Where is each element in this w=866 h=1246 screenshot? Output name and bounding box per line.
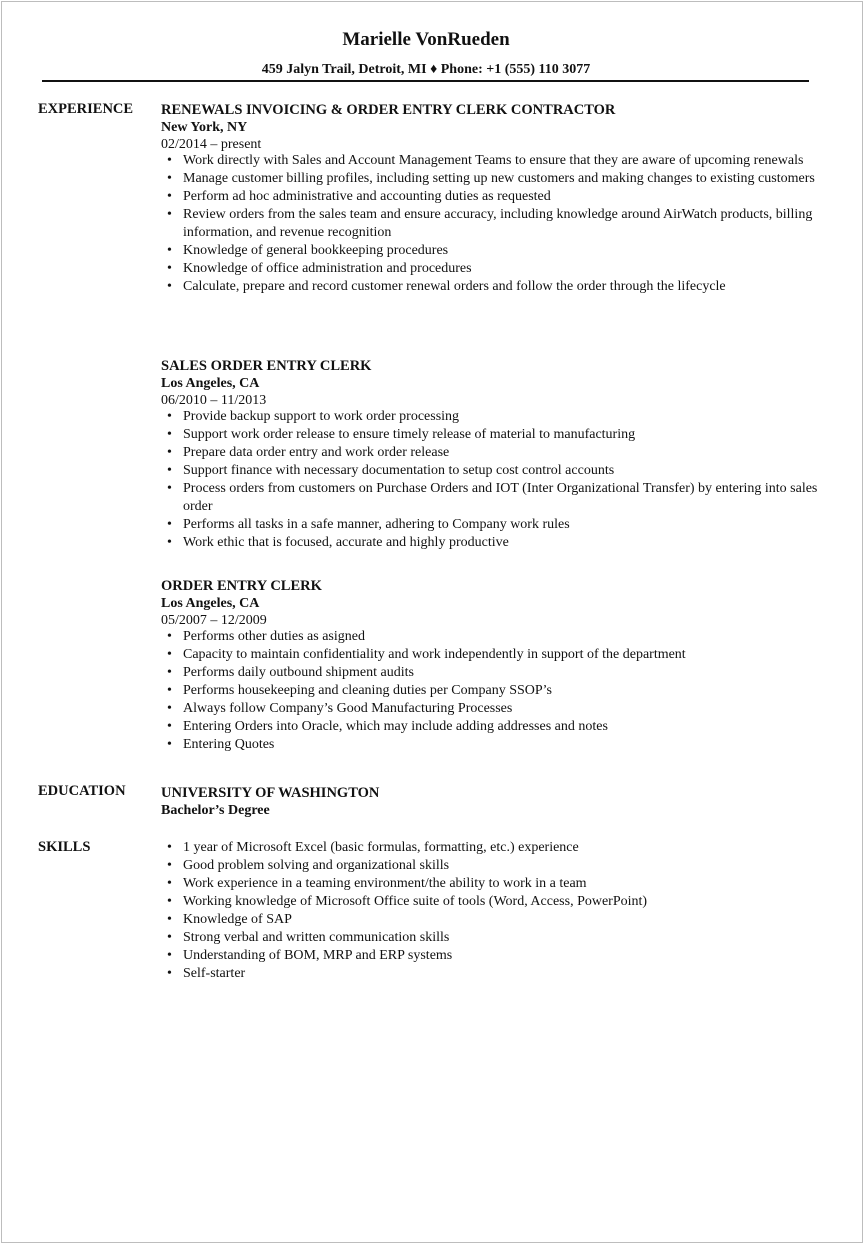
- list-item: • Prepare data order entry and work order release: [161, 444, 821, 462]
- header-divider: [42, 80, 809, 82]
- job-entry-2: [161, 357, 821, 552]
- job-title: SALES ORDER ENTRY CLERK: [161, 358, 372, 374]
- list-item: • Performs housekeeping and cleaning duties per Company SSOP’s: [161, 682, 821, 700]
- contact-line: 459 Jalyn Trail, Detroit, MI ♦ Phone: +1 (555) 110 3077: [261, 62, 591, 77]
- skills-list: [161, 839, 821, 983]
- job-duties-list: [161, 152, 821, 296]
- job-entry-3: [161, 577, 821, 754]
- education-heading: EDUCATION: [38, 783, 126, 799]
- school-name: UNIVERSITY OF WASHINGTON: [161, 785, 380, 801]
- list-item: • Work directly with Sales and Account Management Teams to ensure that they are aware of upcoming renewals: [161, 152, 821, 170]
- list-item: • Understanding of BOM, MRP and ERP systems: [161, 947, 821, 965]
- list-item: • Performs all tasks in a safe manner, adhering to Company work rules: [161, 516, 821, 534]
- job-dates: 05/2007 – 12/2009: [161, 613, 267, 628]
- job-entry-1: [161, 101, 821, 296]
- job-duties-list: [161, 628, 821, 754]
- list-item: • Manage customer billing profiles, including setting up new customers and making changes to existing customers: [161, 170, 821, 188]
- degree: Bachelor’s Degree: [161, 803, 270, 818]
- list-item: • Knowledge of SAP: [161, 911, 821, 929]
- list-item: • Review orders from the sales team and ensure accuracy, including knowledge around AirWatch products, billing information, and revenue recognition: [161, 206, 821, 242]
- list-item: • Support finance with necessary documentation to setup cost control accounts: [161, 462, 821, 480]
- list-item: • Performs daily outbound shipment audits: [161, 664, 821, 682]
- list-item: • Entering Quotes: [161, 736, 821, 754]
- list-item: • Work ethic that is focused, accurate and highly productive: [161, 534, 821, 552]
- education-entry: [161, 784, 821, 820]
- job-location: Los Angeles, CA: [161, 596, 260, 611]
- candidate-name: Marielle VonRueden: [342, 29, 510, 50]
- job-title: RENEWALS INVOICING & ORDER ENTRY CLERK CONTRACTOR: [161, 102, 616, 118]
- list-item: • Work experience in a teaming environment/the ability to work in a team: [161, 875, 821, 893]
- job-duties-list: [161, 408, 821, 552]
- list-item: • Always follow Company’s Good Manufacturing Processes: [161, 700, 821, 718]
- list-item: • Strong verbal and written communication skills: [161, 929, 821, 947]
- skills-heading: SKILLS: [38, 839, 91, 855]
- list-item: • Entering Orders into Oracle, which may include adding addresses and notes: [161, 718, 821, 736]
- list-item: • Perform ad hoc administrative and accounting duties as requested: [161, 188, 821, 206]
- skills-entry: [161, 839, 821, 983]
- job-title: ORDER ENTRY CLERK: [161, 578, 322, 594]
- list-item: • Self-starter: [161, 965, 821, 983]
- experience-heading: EXPERIENCE: [38, 101, 134, 117]
- list-item: • Performs other duties as asigned: [161, 628, 821, 646]
- list-item: • Capacity to maintain confidentiality and work independently in support of the department: [161, 646, 821, 664]
- list-item: • 1 year of Microsoft Excel (basic formulas, formatting, etc.) experience: [161, 839, 821, 857]
- list-item: • Provide backup support to work order processing: [161, 408, 821, 426]
- job-dates: 06/2010 – 11/2013: [161, 393, 267, 408]
- job-dates: 02/2014 – present: [161, 137, 262, 152]
- job-location: New York, NY: [161, 120, 248, 135]
- list-item: • Support work order release to ensure timely release of material to manufacturing: [161, 426, 821, 444]
- list-item: • Knowledge of general bookkeeping procedures: [161, 242, 821, 260]
- list-item: • Process orders from customers on Purchase Orders and IOT (Inter Organizational Transfer) by entering into sales order: [161, 480, 821, 516]
- list-item: • Good problem solving and organizational skills: [161, 857, 821, 875]
- list-item: • Calculate, prepare and record customer renewal orders and follow the order through the lifecycle: [161, 278, 821, 296]
- list-item: • Knowledge of office administration and procedures: [161, 260, 821, 278]
- list-item: • Working knowledge of Microsoft Office suite of tools (Word, Access, PowerPoint): [161, 893, 821, 911]
- job-location: Los Angeles, CA: [161, 376, 260, 391]
